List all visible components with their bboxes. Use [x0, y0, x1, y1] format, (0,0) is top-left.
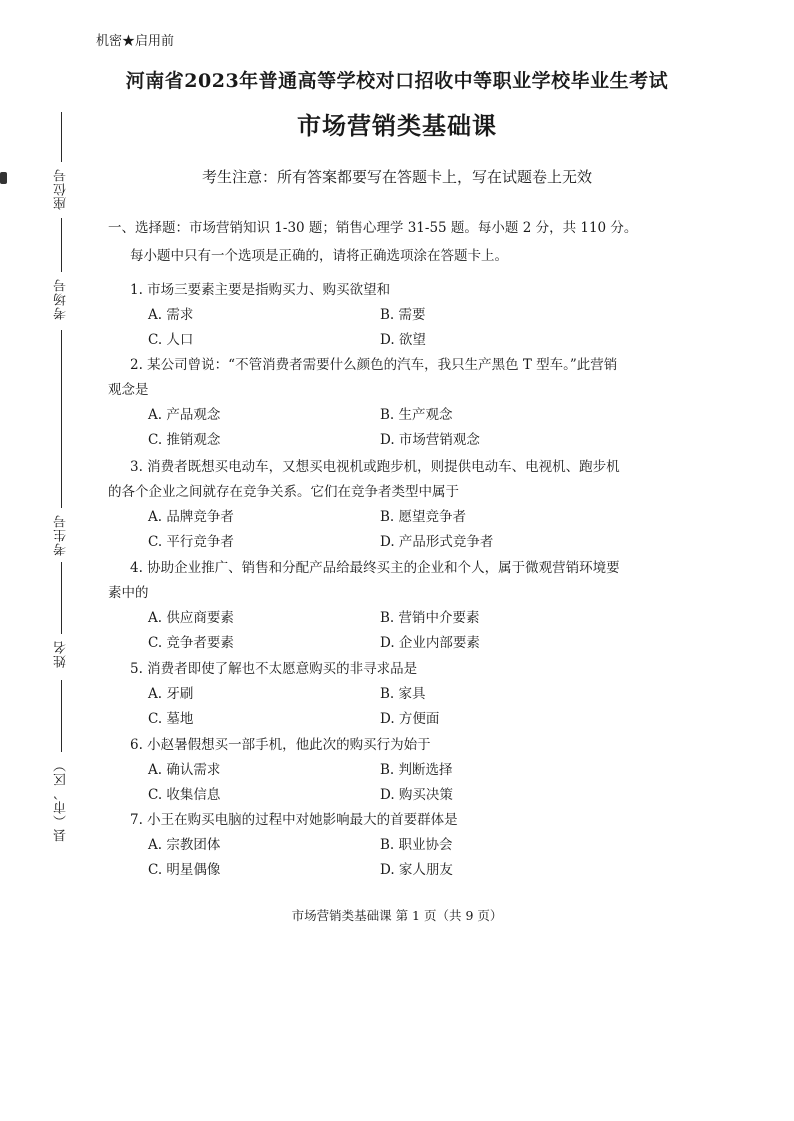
option-b: B. 生产观念: [380, 407, 453, 423]
option-b: B. 职业协会: [380, 837, 453, 853]
candidate-number-field: 考生号: [44, 330, 78, 556]
option-c: C. 人口: [148, 332, 194, 348]
option-c: C. 平行竞争者: [148, 534, 234, 550]
option-c: C. 墓地: [148, 711, 194, 727]
option-c: C. 收集信息: [148, 787, 221, 803]
question-3: [108, 455, 628, 555]
option-d: D. 企业内部要素: [380, 635, 480, 651]
option-c: C. 竞争者要素: [148, 635, 234, 651]
page-footer: 市场营销类基础课 第 1 页（共 9 页）: [291, 908, 503, 923]
option-d: D. 家人朋友: [380, 862, 453, 878]
exam-title: 河南省2023年普通高等学校对口招收中等职业学校毕业生考试: [125, 70, 669, 92]
question-5: [108, 657, 628, 732]
option-b: B. 判断选择: [380, 762, 453, 778]
question-stem: 6. 小赵暑假想买一部手机，他此次的购买行为始于: [130, 737, 431, 753]
question-stem: 7. 小王在购买电脑的过程中对她影响最大的首要群体是: [130, 812, 458, 828]
option-a: A. 牙刷: [148, 686, 194, 702]
question-stem: 4. 协助企业推广、销售和分配产品给最终买主的企业和个人，属于微观营销环境要素中的: [108, 560, 620, 601]
section-instruction: 每小题中只有一个选项是正确的，请将正确选项涂在答题卡上。: [130, 248, 508, 264]
option-a: A. 确认需求: [148, 762, 221, 778]
option-d: D. 产品形式竞争者: [380, 534, 494, 550]
question-stem: 1. 市场三要素主要是指购买力、购买欲望和: [130, 282, 391, 298]
option-c: C. 推销观念: [148, 432, 221, 448]
section-heading: 一、选择题：市场营销知识 1-30 题；销售心理学 31-55 题。每小题 2 分，共 110 分。: [108, 220, 638, 236]
question-stem: 5. 消费者即使了解也不太愿意购买的非寻求品是: [130, 661, 418, 677]
option-a: A. 供应商要素: [148, 610, 234, 626]
question-stem: 3. 消费者既想买电动车，又想买电视机或跑步机，则提供电动车、电视机、跑步机的各个企业之间就存在竞争关系。它们在竞争者类型中属于: [108, 459, 620, 500]
question-stem: 2. 某公司曾说：“不管消费者需要什么颜色的汽车，我只生产黑色 T 型车。”此营销观念是: [108, 357, 618, 398]
question-2: [108, 353, 628, 453]
option-a: A. 品牌竞争者: [148, 509, 234, 525]
option-d: D. 购买决策: [380, 787, 453, 803]
option-d: D. 方便面: [380, 711, 440, 727]
option-b: B. 家具: [380, 686, 426, 702]
option-a: A. 宗教团体: [148, 837, 221, 853]
option-a: A. 产品观念: [148, 407, 221, 423]
question-1: [108, 278, 628, 353]
option-a: A. 需求: [148, 307, 194, 323]
secret-mark: 机密★启用前: [96, 34, 175, 49]
question-4: [108, 556, 628, 656]
option-b: B. 营销中介要素: [380, 610, 480, 626]
option-b: B. 需要: [380, 307, 426, 323]
question-7: [108, 808, 628, 883]
subject-title: 市场营销类基础课: [297, 111, 497, 140]
name-field: 姓名: [44, 562, 78, 668]
question-6: [108, 733, 628, 808]
county-field: 县（市、区）: [44, 680, 78, 842]
exam-notice: 考生注意：所有答案都要写在答题卡上，写在试题卷上无效: [201, 168, 592, 186]
binding-margin: [44, 100, 78, 870]
option-b: B. 愿望竞争者: [380, 509, 467, 525]
option-d: D. 市场营销观念: [380, 432, 480, 448]
option-c: C. 明星偶像: [148, 862, 221, 878]
seat-number-field: 座位号: [44, 112, 78, 210]
exam-room-field: 考场号: [44, 218, 78, 320]
option-d: D. 欲望: [380, 332, 426, 348]
